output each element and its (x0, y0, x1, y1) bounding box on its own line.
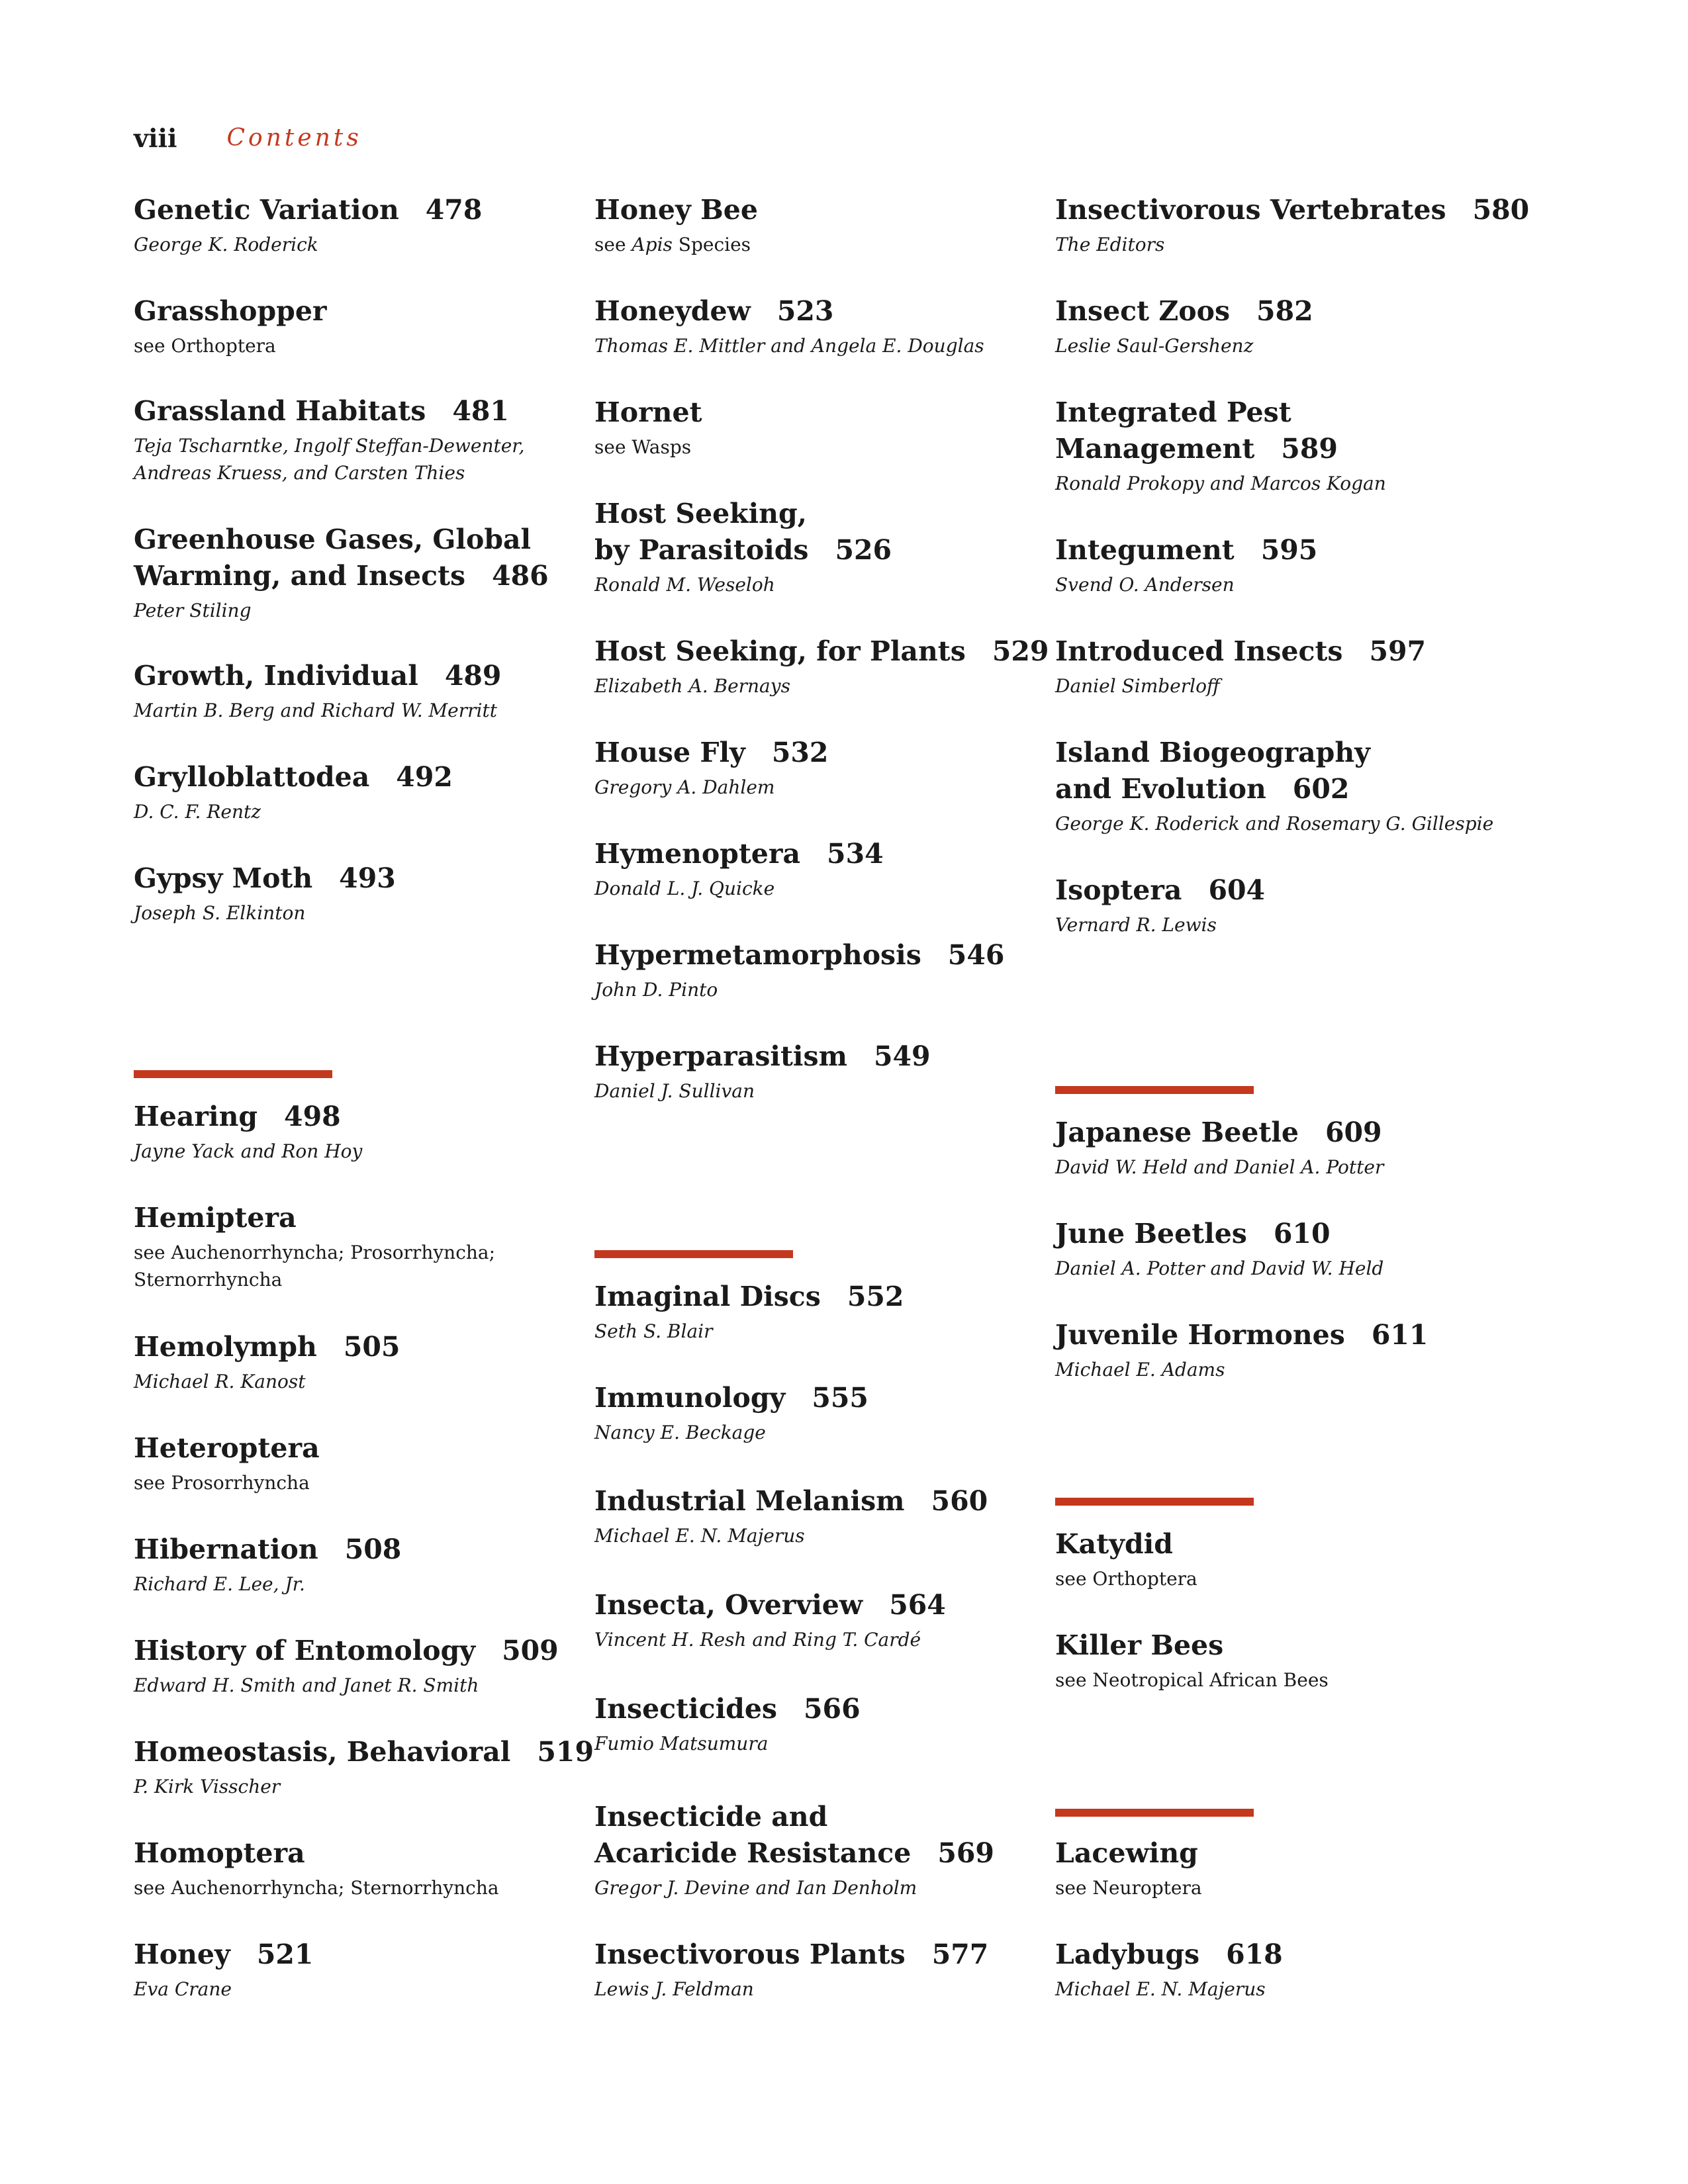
entry-page: 595 (1260, 534, 1318, 566)
entry-author: Vincent H. Resh and Ring T. Cardé (594, 1629, 921, 1651)
entry-page: 526 (835, 534, 892, 566)
entry-author: Seth S. Blair (594, 1320, 713, 1342)
entry-page: 566 (804, 1693, 861, 1725)
entry-title: Juvenile Hormones (1055, 1319, 1345, 1351)
entry-page: 552 (847, 1281, 904, 1312)
entry-page: 546 (947, 939, 1005, 971)
entry-page: 564 (889, 1589, 946, 1621)
entry-genetic-variation[interactable] (134, 192, 610, 258)
entry-title: by Parasitoids (594, 534, 809, 566)
entry-title: Honey Bee (594, 194, 758, 226)
entry-title: Hibernation (134, 1533, 318, 1565)
entry-title: Insectivorous Plants (594, 1938, 906, 1970)
entry-see-reference (594, 231, 1071, 258)
entry-title: Greenhouse Gases, Global (134, 523, 532, 555)
entry-growth-individual[interactable] (134, 658, 610, 724)
entry-title: Insecticides (594, 1693, 778, 1725)
entry-author: Leslie Saul-Gershenz (1055, 335, 1254, 357)
section-divider-i (594, 1250, 793, 1258)
entry-hibernation[interactable] (134, 1531, 610, 1598)
entry-title: Grassland Habitats (134, 395, 426, 427)
entry-ladybugs[interactable] (1055, 1936, 1532, 2003)
entry-author: Ronald Prokopy and Marcos Kogan (1055, 473, 1386, 494)
entry-author: Michael R. Kanost (134, 1371, 306, 1392)
entry-author: Michael E. Adams (1055, 1359, 1225, 1381)
entry-insectivorous-vertebrates[interactable] (1055, 192, 1532, 258)
entry-author: Vernard R. Lewis (1055, 914, 1217, 936)
entry-page: 486 (492, 560, 549, 592)
entry-title: June Beetles (1055, 1218, 1247, 1250)
entry-title: and Evolution (1055, 773, 1266, 805)
entry-insectivorous-plants[interactable] (594, 1936, 1071, 2003)
entry-author: John D. Pinto (594, 979, 718, 1001)
entry-see-reference: see Neuroptera (1055, 1877, 1202, 1899)
entry-title: Homoptera (134, 1837, 305, 1869)
see-suffix: Species (672, 234, 751, 255)
entry-title: Island Biogeography (1055, 737, 1370, 768)
entry-author: Thomas E. Mittler and Angela E. Douglas (594, 335, 984, 357)
entry-page: 610 (1273, 1218, 1331, 1250)
entry-author: Martin B. Berg and Richard W. Merritt (134, 700, 497, 721)
entry-house-fly[interactable] (594, 735, 1071, 801)
entry-page: 534 (827, 838, 884, 870)
entry-author: The Editors (1055, 234, 1165, 255)
entry-integrated-pest-management[interactable] (1055, 394, 1532, 497)
entry-june-beetles[interactable] (1055, 1216, 1532, 1282)
entry-see-reference: Sternorrhyncha (134, 1269, 283, 1291)
section-title: Contents (226, 124, 362, 152)
entry-title: Insect Zoos (1055, 295, 1231, 327)
entry-author: Teja Tscharntke, Ingolf Steffan-Dewenter, (134, 435, 525, 457)
entry-page: 577 (931, 1938, 989, 1970)
entry-author: Jayne Yack and Ron Hoy (134, 1140, 363, 1162)
entry-history-of-entomology[interactable] (134, 1633, 610, 1699)
entry-page: 481 (452, 395, 509, 427)
entry-author: Gregor J. Devine and Ian Denholm (594, 1877, 917, 1899)
entry-title: Japanese Beetle (1055, 1116, 1299, 1148)
entry-page: 602 (1292, 773, 1350, 805)
entry-grasshopper[interactable] (134, 293, 610, 359)
entry-page: 498 (284, 1101, 341, 1132)
entry-hornet[interactable] (594, 394, 1071, 461)
entry-title: Acaricide Resistance (594, 1837, 912, 1869)
entry-page: 604 (1208, 874, 1266, 906)
entry-gypsy-moth[interactable] (134, 860, 610, 927)
entry-title: Grylloblattodea (134, 761, 370, 793)
entry-page: 505 (343, 1331, 400, 1363)
entry-author: Fumio Matsumura (594, 1733, 769, 1754)
entry-page: 582 (1256, 295, 1313, 327)
entry-author: Andreas Kruess, and Carsten Thies (134, 462, 465, 484)
entry-hearing[interactable] (134, 1099, 610, 1165)
entry-see-reference: see Wasps (594, 436, 692, 458)
entry-page: 519 (537, 1736, 594, 1768)
entry-homoptera[interactable] (134, 1835, 610, 1901)
entry-industrial-melanism[interactable] (594, 1483, 1071, 1549)
entry-page: 492 (396, 761, 453, 793)
entry-page: 611 (1371, 1319, 1429, 1351)
entry-author: Edward H. Smith and Janet R. Smith (134, 1674, 479, 1696)
entry-author: D. C. F. Rentz (134, 801, 261, 823)
entry-title: Hyperparasitism (594, 1040, 847, 1072)
section-divider-k (1055, 1498, 1254, 1506)
entry-author: P. Kirk Visscher (134, 1776, 281, 1797)
entry-island-biogeography[interactable] (1055, 735, 1532, 837)
entry-grassland-habitats[interactable] (134, 393, 610, 486)
entry-title: Insecticide and (594, 1801, 828, 1833)
entry-host-seeking-parasitoids[interactable] (594, 496, 1071, 598)
entry-title: Growth, Individual (134, 660, 418, 692)
entry-title: Gypsy Moth (134, 862, 313, 894)
entry-hemiptera[interactable] (134, 1200, 610, 1293)
entry-page: 569 (937, 1837, 994, 1869)
entry-japanese-beetle[interactable] (1055, 1115, 1532, 1181)
entry-insecta-overview[interactable] (594, 1587, 1071, 1653)
entry-killer-bees[interactable] (1055, 1627, 1532, 1694)
entry-title: Grasshopper (134, 295, 327, 327)
entry-title: Host Seeking, (594, 498, 807, 529)
entry-page: 478 (425, 194, 483, 226)
entry-title: Integrated Pest (1055, 396, 1291, 428)
entry-katydid[interactable] (1055, 1526, 1532, 1592)
entry-hyperparasitism[interactable] (594, 1038, 1071, 1105)
entry-insect-zoos[interactable] (1055, 293, 1532, 359)
entry-title: Honeydew (594, 295, 751, 327)
entry-author: Ronald M. Weseloh (594, 574, 775, 596)
entry-juvenile-hormones[interactable] (1055, 1317, 1532, 1383)
entry-isoptera[interactable] (1055, 872, 1532, 938)
entry-title: Hemolymph (134, 1331, 317, 1363)
entry-author: Elizabeth A. Bernays (594, 675, 790, 697)
entry-author: Svend O. Andersen (1055, 574, 1235, 596)
entry-author: David W. Held and Daniel A. Potter (1055, 1156, 1384, 1178)
entry-author: Joseph S. Elkinton (134, 902, 306, 924)
entry-see-reference: see Auchenorrhyncha; Sternorrhyncha (134, 1877, 499, 1899)
entry-see-reference: see Orthoptera (134, 335, 276, 357)
entry-title: Honey (134, 1938, 230, 1970)
entry-author: George K. Roderick (134, 234, 318, 255)
entry-see-reference: see Neotropical African Bees (1055, 1669, 1329, 1691)
entry-homeostasis[interactable] (134, 1734, 610, 1800)
entry-hemolymph[interactable] (134, 1329, 610, 1395)
entry-page: 597 (1369, 635, 1427, 667)
entry-title: Management (1055, 433, 1255, 465)
entry-lacewing[interactable] (1055, 1835, 1532, 1901)
entry-title: Katydid (1055, 1528, 1173, 1560)
entry-author: Nancy E. Beckage (594, 1422, 766, 1443)
entry-greenhouse-gases[interactable] (134, 522, 610, 624)
entry-host-seeking-plants[interactable] (594, 633, 1071, 700)
entry-page: 532 (771, 737, 829, 768)
entry-author: Richard E. Lee, Jr. (134, 1573, 305, 1595)
entry-honey[interactable] (134, 1936, 610, 2003)
entry-title: Isoptera (1055, 874, 1182, 906)
entry-grylloblattodea[interactable] (134, 759, 610, 825)
entry-author: George K. Roderick and Rosemary G. Gillespie (1055, 813, 1494, 835)
entry-author: Donald L. J. Quicke (594, 878, 775, 899)
entry-title: Ladybugs (1055, 1938, 1200, 1970)
entry-title: Homeostasis, Behavioral (134, 1736, 511, 1768)
entry-page: 521 (256, 1938, 314, 1970)
entry-page: 609 (1325, 1116, 1382, 1148)
entry-imaginal-discs[interactable] (594, 1279, 1071, 1345)
see-genus: Apis (632, 234, 673, 255)
entry-title: Lacewing (1055, 1837, 1198, 1869)
entry-page: 529 (992, 635, 1049, 667)
entry-title: Hemiptera (134, 1202, 297, 1234)
entry-title: House Fly (594, 737, 745, 768)
entry-hypermetamorphosis[interactable] (594, 937, 1071, 1003)
entry-page: 549 (873, 1040, 931, 1072)
entry-page: 489 (444, 660, 502, 692)
see-prefix: see (594, 234, 632, 255)
page-number: viii (134, 123, 177, 153)
entry-title: Host Seeking, for Plants (594, 635, 966, 667)
entry-author: Michael E. N. Majerus (594, 1525, 805, 1547)
entry-see-reference: see Prosorrhyncha (134, 1472, 310, 1494)
entry-immunology[interactable] (594, 1380, 1071, 1446)
entry-author: Gregory A. Dahlem (594, 776, 775, 798)
entry-insecticide-resistance[interactable] (594, 1799, 1071, 1901)
entry-page: 523 (776, 295, 834, 327)
entry-title: Hypermetamorphosis (594, 939, 921, 971)
entry-hymenoptera[interactable] (594, 836, 1071, 902)
entry-author: Eva Crane (134, 1978, 232, 2000)
entry-title: History of Entomology (134, 1635, 476, 1666)
entry-page: 580 (1472, 194, 1530, 226)
entry-author: Daniel Simberloff (1055, 675, 1220, 697)
entry-honey-bee[interactable] (594, 192, 1071, 258)
entry-title: Heteroptera (134, 1432, 320, 1464)
entry-heteroptera[interactable] (134, 1430, 610, 1496)
entry-title: Hornet (594, 396, 702, 428)
entry-title: Hymenoptera (594, 838, 801, 870)
entry-honeydew[interactable] (594, 293, 1071, 359)
entry-title: Insectivorous Vertebrates (1055, 194, 1446, 226)
entry-page: 618 (1226, 1938, 1283, 1970)
entry-introduced-insects[interactable] (1055, 633, 1532, 700)
entry-page: 493 (339, 862, 396, 894)
entry-page: 589 (1281, 433, 1338, 465)
section-divider-h (134, 1070, 332, 1078)
entry-author: Daniel A. Potter and David W. Held (1055, 1257, 1384, 1279)
entry-title: Hearing (134, 1101, 258, 1132)
entry-title: Imaginal Discs (594, 1281, 821, 1312)
entry-page: 508 (344, 1533, 402, 1565)
section-divider-l (1055, 1809, 1254, 1817)
entry-integument[interactable] (1055, 532, 1532, 598)
entry-title: Introduced Insects (1055, 635, 1343, 667)
entry-title: Genetic Variation (134, 194, 399, 226)
entry-title: Immunology (594, 1382, 786, 1414)
entry-author: Michael E. N. Majerus (1055, 1978, 1266, 2000)
entry-title: Warming, and Insects (134, 560, 466, 592)
page-header (134, 123, 362, 163)
entry-page: 560 (931, 1485, 988, 1517)
entry-insecticides[interactable] (594, 1691, 1071, 1757)
entry-author: Lewis J. Feldman (594, 1978, 754, 2000)
entry-title: Insecta, Overview (594, 1589, 863, 1621)
entry-see-reference: see Auchenorrhyncha; Prosorrhyncha; (134, 1242, 496, 1263)
entry-author: Peter Stiling (134, 600, 252, 621)
section-divider-j (1055, 1086, 1254, 1094)
entry-author: Daniel J. Sullivan (594, 1080, 755, 1102)
entry-see-reference: see Orthoptera (1055, 1568, 1197, 1590)
entry-page: 509 (502, 1635, 559, 1666)
entry-title: Industrial Melanism (594, 1485, 905, 1517)
entry-title: Killer Bees (1055, 1629, 1224, 1661)
entry-title: Integument (1055, 534, 1235, 566)
entry-page: 555 (812, 1382, 868, 1414)
